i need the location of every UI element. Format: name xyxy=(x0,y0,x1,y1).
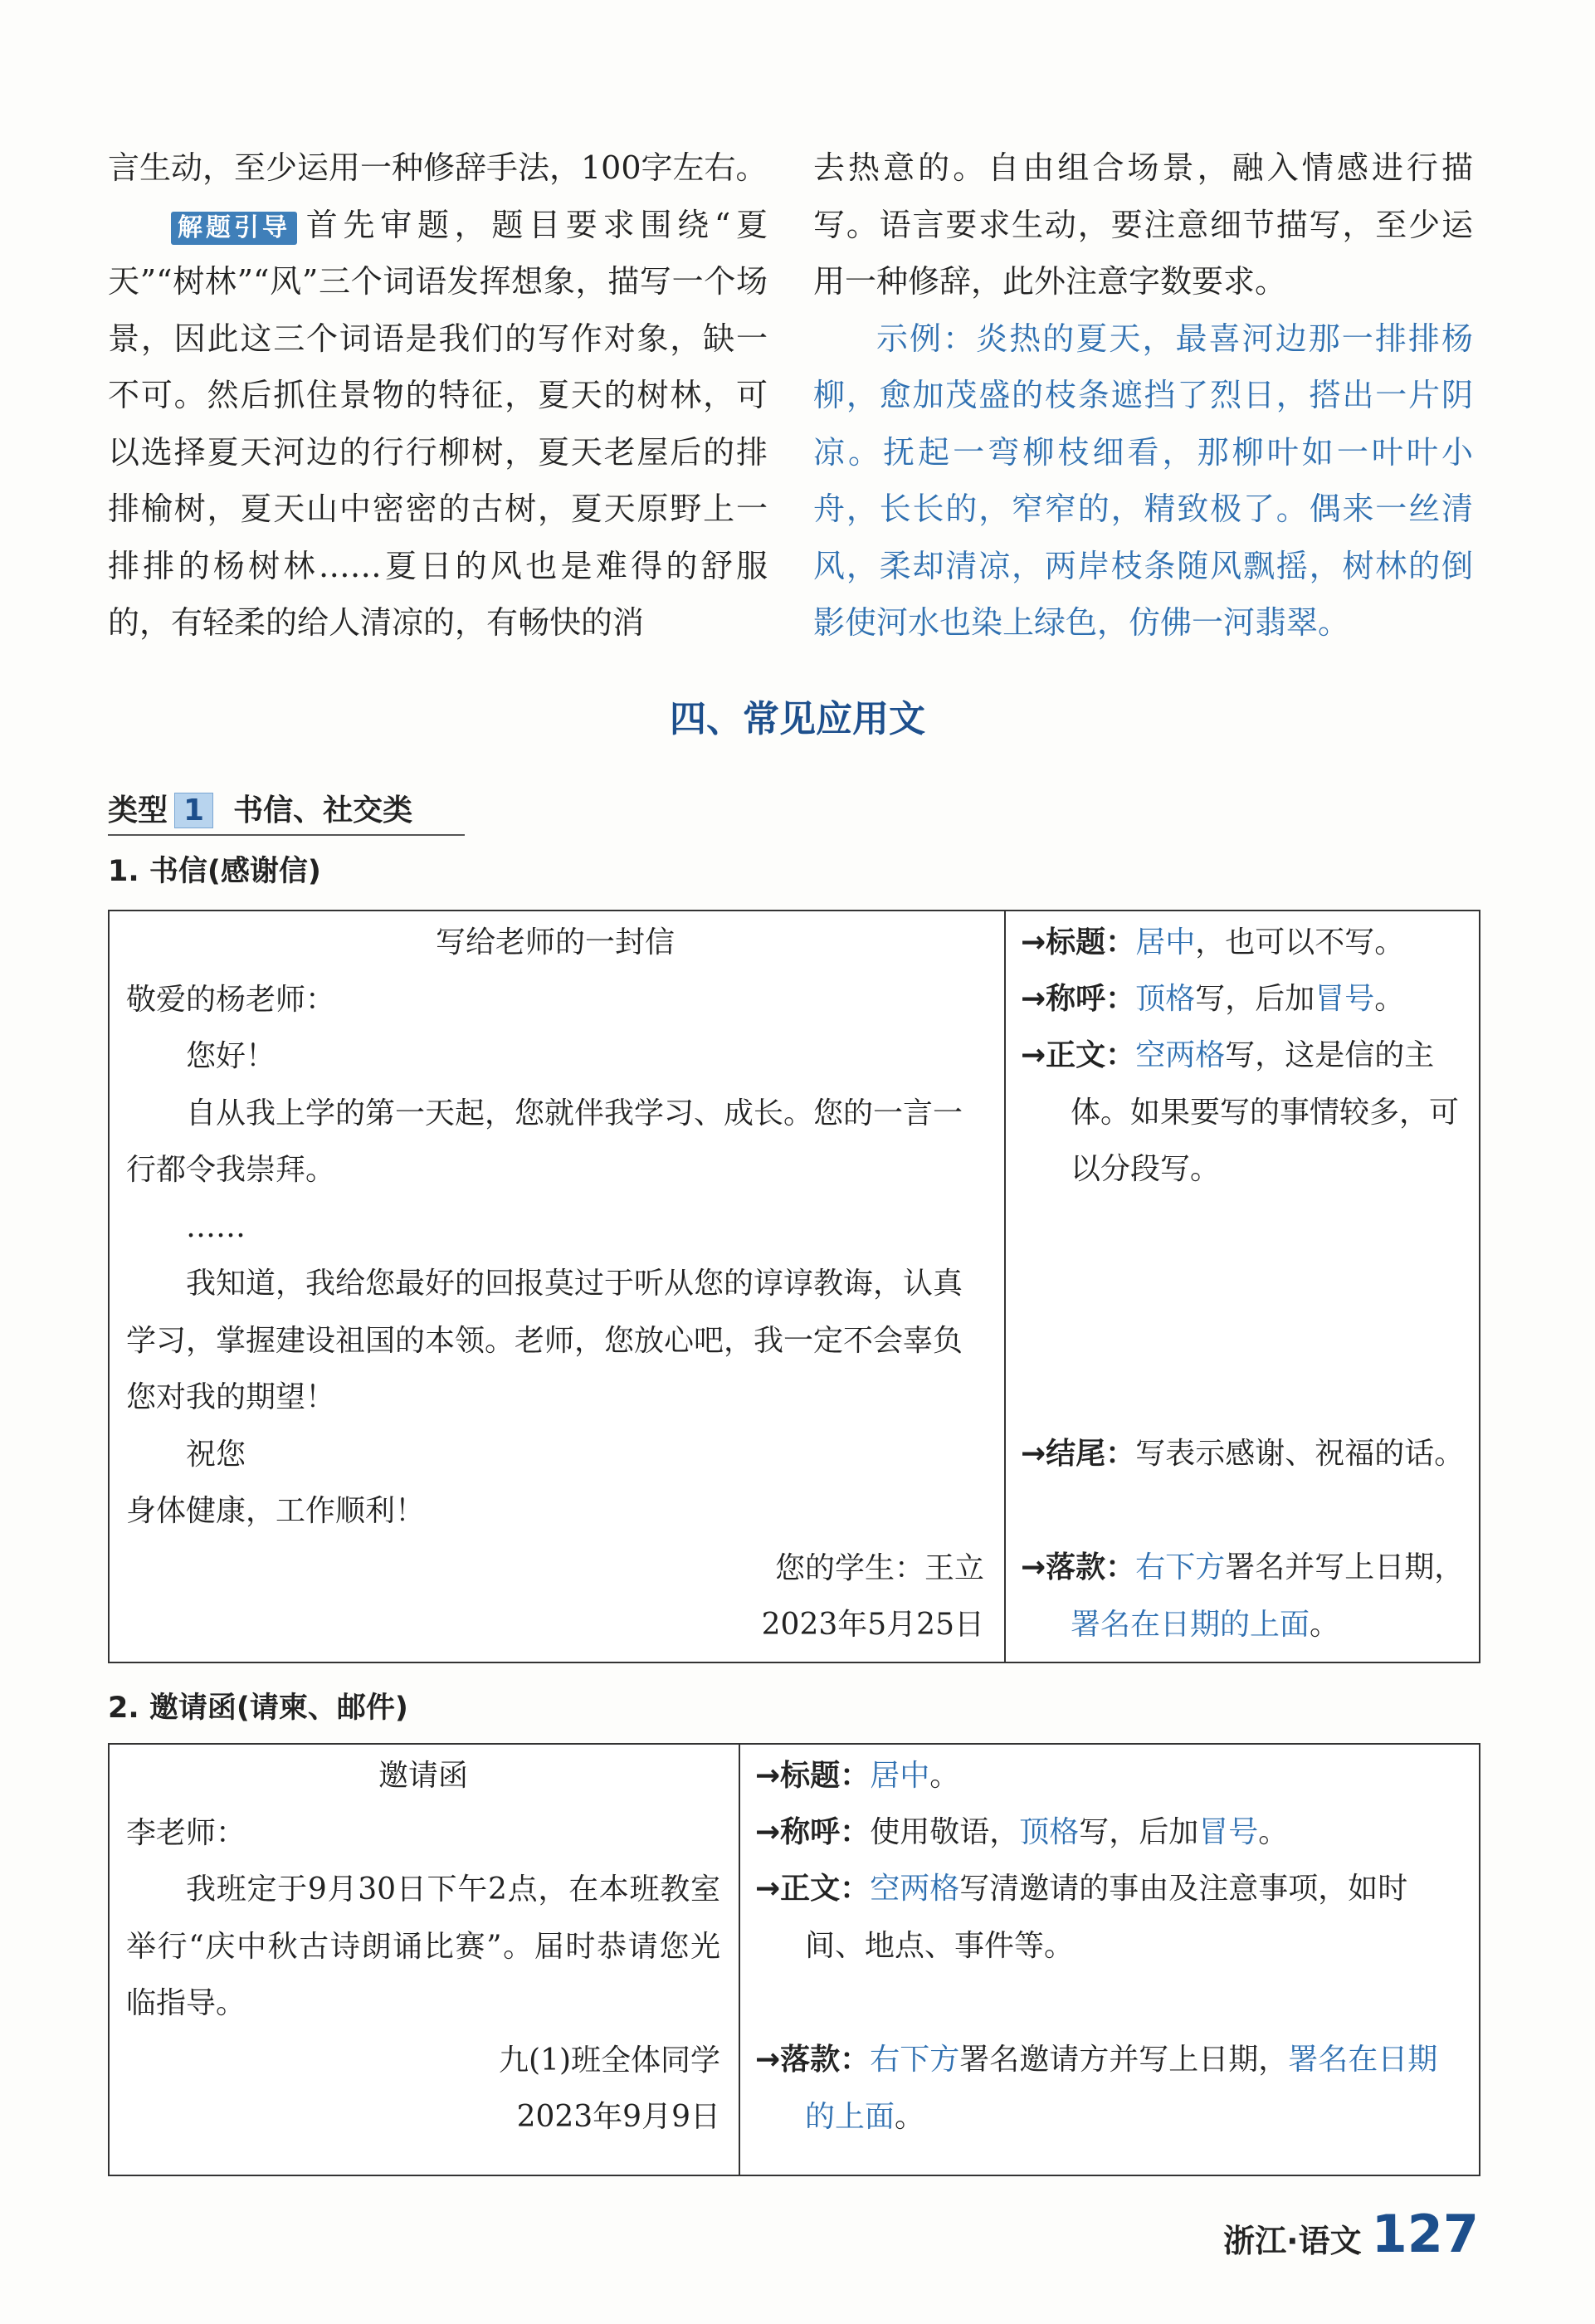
letter-table xyxy=(108,910,1480,1663)
note-text: 。 xyxy=(929,1759,960,1793)
arrow-icon: → xyxy=(1021,982,1046,1016)
arrow-icon: → xyxy=(755,2043,781,2077)
letter-title: 写给老师的一封信 xyxy=(435,925,675,959)
letter-notes xyxy=(1006,911,1479,1662)
note-ending xyxy=(1021,1426,1467,1483)
subheading-invite: 2. 邀请函(请柬、邮件) xyxy=(108,1692,408,1725)
example-para: 示例：炎热的夏天，最喜河边那一排排杨柳，愈加茂盛的枝条遮挡了烈日，搭出一片阴凉。抚起一弯柳枝细看，那柳叶如一叶叶小舟，长长的，窄窄的，精致极了。偶来一丝清风，柔却清凉，两岸枝条随风飘摇，树林的倒影使河水也染上绿色，仿佛一河翡翠。 xyxy=(813,320,1473,641)
type-name: 书信、社交类 xyxy=(233,793,413,828)
invite-note-body xyxy=(755,1861,1467,1975)
note-label: 正文： xyxy=(780,1872,871,1906)
letter-body-1: 自从我上学的第一天起，您就伴我学习、成长。您的一言一行都令我崇拜。 xyxy=(126,1096,963,1187)
type-number: 1 xyxy=(174,793,213,828)
note-label: 落款： xyxy=(780,2043,871,2077)
letter-ellipsis: …… xyxy=(186,1209,246,1244)
page-number: 127 xyxy=(1371,2204,1479,2264)
invite-body xyxy=(110,1745,740,2175)
note-text: 。 xyxy=(1310,1607,1340,1642)
hint-badge: 解题引导 xyxy=(171,212,297,245)
footer-subject: 浙江·语文 xyxy=(1223,2223,1362,2259)
arrow-icon: → xyxy=(755,1872,781,1906)
letter-close-2: 身体健康，工作顺利！ xyxy=(126,1494,426,1528)
left-para-1: 言生动，至少运用一种修辞手法，100字左右。 xyxy=(108,149,768,186)
arrow-icon: → xyxy=(1021,1437,1046,1471)
type-label: 类型 xyxy=(108,793,168,828)
arrow-icon: → xyxy=(1021,925,1046,959)
note-body xyxy=(1021,1028,1467,1199)
note-text: 写，后加 xyxy=(1079,1815,1199,1849)
note-highlight: 顶格 xyxy=(1019,1815,1080,1849)
note-text: 写，这是信的主体。如果要写的事情较多，可以分段写。 xyxy=(1071,1038,1460,1186)
subheading-letter: 1. 书信(感谢信) xyxy=(108,855,321,888)
note-text: 写，后加 xyxy=(1195,982,1315,1016)
note-text: 。 xyxy=(1258,1815,1289,1849)
note-salutation xyxy=(1021,971,1467,1028)
arrow-icon: → xyxy=(1021,1550,1046,1584)
note-highlight: 顶格 xyxy=(1135,982,1196,1016)
note-text: 使用敬语， xyxy=(870,1815,1020,1849)
section-title: 四、常见应用文 xyxy=(670,698,925,740)
invite-table xyxy=(108,1743,1480,2176)
letter-body xyxy=(110,911,1006,1662)
note-highlight: 署名在日期的上面 xyxy=(805,2043,1438,2134)
note-highlight: 右下方 xyxy=(870,2043,960,2077)
right-column xyxy=(813,139,1473,652)
note-label: 结尾： xyxy=(1046,1437,1136,1471)
note-label: 落款： xyxy=(1046,1550,1136,1584)
note-label: 正文： xyxy=(1046,1038,1136,1072)
note-text: 。 xyxy=(1374,982,1405,1016)
letter-body-2: 我知道，我给您最好的回报莫过于听从您的谆谆教诲，认真学习，掌握建设祖国的本领。老师，您放心吧，我一定不会辜负您对我的期望！ xyxy=(126,1267,963,1414)
left-column xyxy=(108,139,768,652)
letter-date: 2023年5月25日 xyxy=(761,1608,984,1642)
invite-date: 2023年9月9日 xyxy=(516,2100,720,2134)
letter-salutation: 敬爱的杨老师： xyxy=(126,982,336,1017)
note-text: 写清邀请的事由及注意事项，如时间、地点、事件等。 xyxy=(805,1872,1408,1963)
invite-sign: 九(1)班全体同学 xyxy=(499,2043,720,2077)
note-text: 署名并写上日期， xyxy=(1225,1550,1465,1584)
note-label: 称呼： xyxy=(780,1815,871,1849)
note-highlight: 右下方 xyxy=(1135,1550,1226,1584)
note-highlight: 空两格 xyxy=(870,1872,960,1906)
letter-sign: 您的学生：王立 xyxy=(774,1550,984,1585)
left-para-2-text: 首先审题，题目要求围绕“夏天”“树林”“风”三个词语发挥想象，描写一个场景，因此这三个词语是我们的写作对象，缺一不可。然后抓住景物的特征，夏天的树林，可以选择夏天河边的行行柳树，夏天老屋后的排排榆树，夏天山中密密的古树，夏天原野上一排排的杨树林……夏日的风也是难得的舒服的，有轻柔的给人清凉的，有畅快的消 xyxy=(108,206,768,641)
note-text: ，也可以不写。 xyxy=(1195,925,1405,959)
note-highlight: 居中 xyxy=(870,1759,930,1793)
invite-note-salutation xyxy=(755,1804,1467,1862)
invite-salutation: 李老师： xyxy=(126,1815,246,1850)
note-highlight: 冒号 xyxy=(1315,982,1375,1016)
note-title xyxy=(1021,915,1467,972)
invite-notes xyxy=(740,1745,1479,2175)
left-para-2 xyxy=(108,197,768,652)
note-highlight: 冒号 xyxy=(1198,1815,1259,1849)
note-text: 。 xyxy=(895,2099,925,2134)
type-heading xyxy=(108,787,465,836)
invite-text: 我班定于9月30日下午2点，在本班教室举行“庆中秋古诗朗诵比赛”。届时恭请您光临指导。 xyxy=(126,1872,720,2020)
arrow-icon: → xyxy=(755,1815,781,1849)
page-footer xyxy=(1223,2204,1479,2264)
note-label: 标题： xyxy=(780,1759,871,1793)
invite-note-signature xyxy=(755,2032,1467,2146)
note-signature xyxy=(1021,1540,1467,1653)
note-text: 写表示感谢、祝福的话。 xyxy=(1135,1437,1465,1471)
note-label: 标题： xyxy=(1046,925,1136,959)
note-highlight: 居中 xyxy=(1135,925,1196,959)
letter-close-1: 祝您 xyxy=(186,1437,246,1472)
arrow-icon: → xyxy=(1021,1038,1046,1072)
arrow-icon: → xyxy=(755,1759,781,1793)
note-highlight: 署名在日期的上面 xyxy=(1071,1607,1310,1642)
invite-title: 邀请函 xyxy=(378,1759,468,1793)
note-label: 称呼： xyxy=(1046,982,1136,1016)
note-text: 署名邀请方并写上日期， xyxy=(959,2043,1289,2077)
letter-greeting: 您好！ xyxy=(186,1039,276,1073)
invite-note-title xyxy=(755,1748,1467,1805)
note-highlight: 空两格 xyxy=(1135,1038,1226,1072)
right-para-1: 去热意的。自由组合场景，融入情感进行描写。语言要求生动，要注意细节描写，至少运用一种修辞，此外注意字数要求。 xyxy=(813,149,1473,300)
